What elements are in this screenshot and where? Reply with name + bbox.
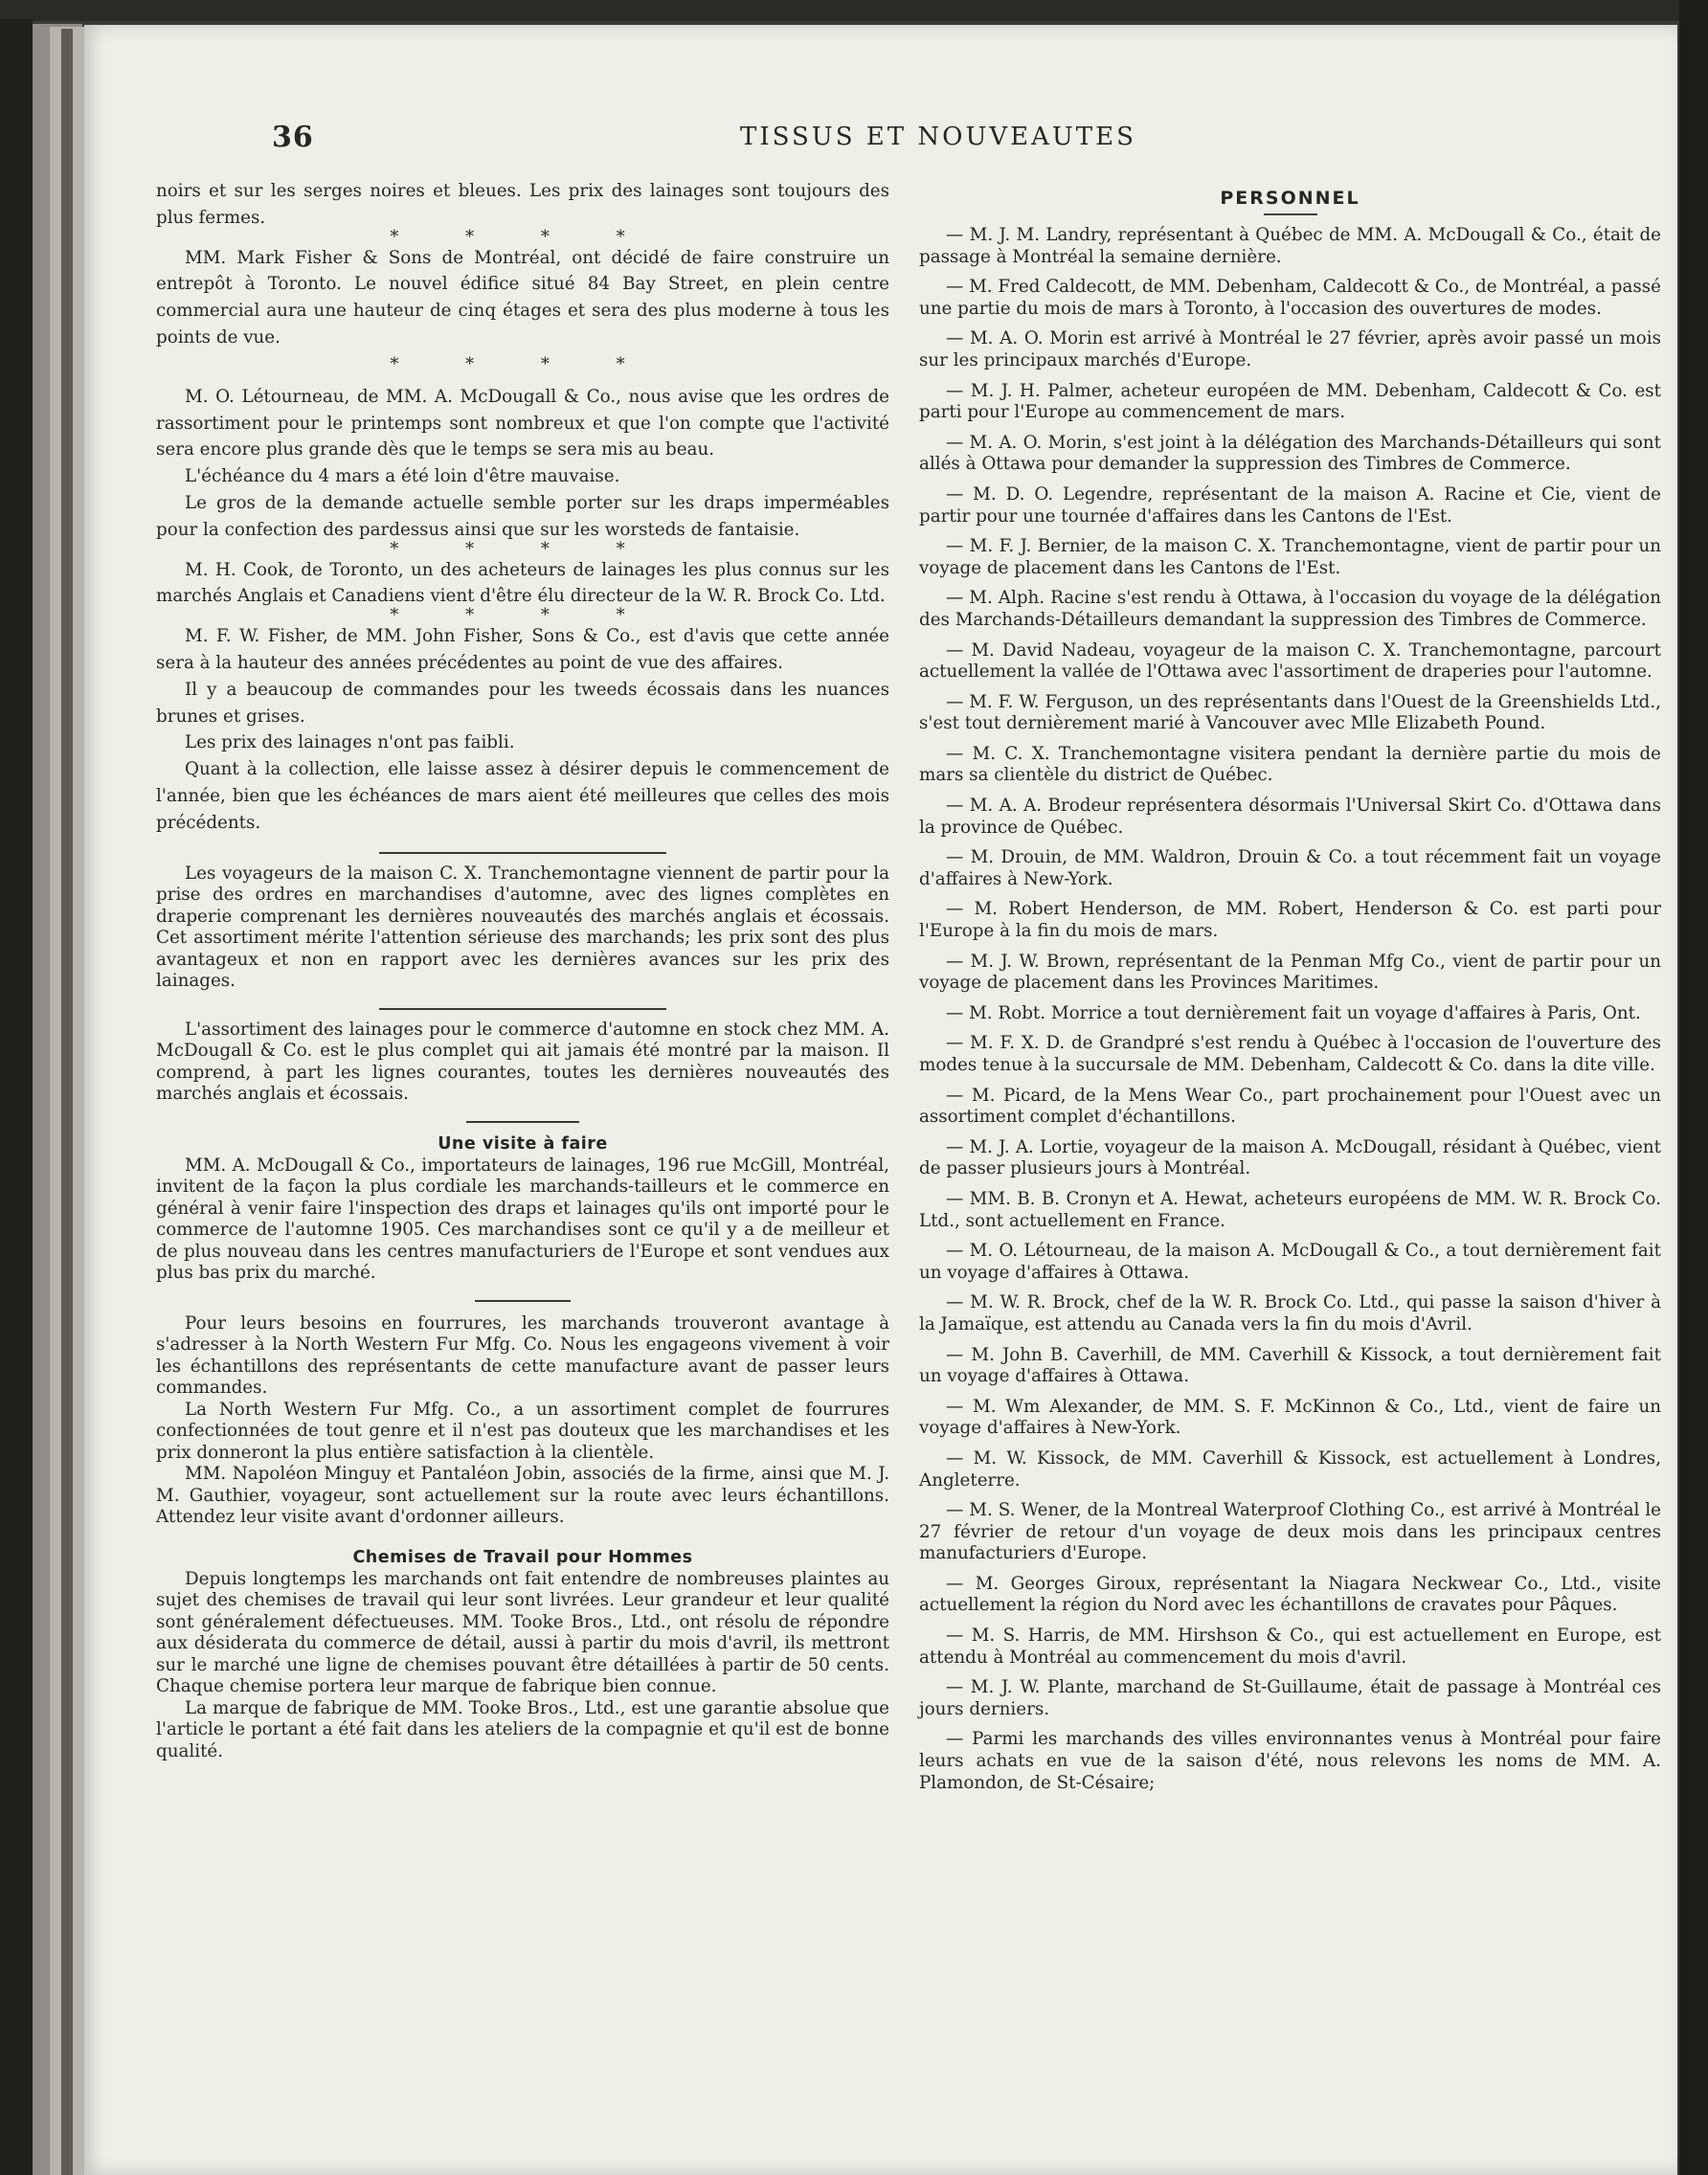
article-paragraph: La marque de fabrique de MM. Tooke Bros., Ltd., est une garantie absolue que l'article le portant a été fait dans les ateliers de la compagnie et qu'il est de bonne qualité. bbox=[156, 1697, 889, 1761]
personnel-item: — M. Picard, de la Mens Wear Co., part prochainement pour l'Ouest avec un assortiment complet d'échantillons. bbox=[919, 1085, 1661, 1128]
article-paragraph: Quant à la collection, elle laisse assez à désirer depuis le commencement de l'année, bien que les échéances de mars aient été meilleures que celles des mois précédents. bbox=[156, 759, 889, 833]
personnel-item: — M. O. Létourneau, de la maison A. McDougall & Co., a tout dernièrement fait un voyage d'affaires à Ottawa. bbox=[919, 1241, 1661, 1283]
personnel-item: — M. J. A. Lortie, voyageur de la maison A. McDougall, résidant à Québec, vient de passer plusieurs jours à Montréal. bbox=[919, 1136, 1661, 1179]
right-column-personnel bbox=[919, 183, 1661, 1803]
article-paragraph: Depuis longtemps les marchands ont fait entendre de nombreuses plaintes au sujet des chemises de travail qui leur sont livrées. Leur grandeur et leur qualité sont généralement défectueuses. MM. Tooke Bros., Ltd., ont résolu de répondre aux désiderata du commerce de détail, aussi à partir du mois d'avril, ils mettront sur le marché une ligne de chemises pouvant être détaillées à partir de 50 cents. Chaque chemise portera leur marque de fabrique bien connue. bbox=[156, 1568, 889, 1697]
article-heading: Chemises de Travail pour Hommes bbox=[352, 1547, 693, 1567]
column-rule bbox=[379, 1008, 666, 1010]
article-paragraph: Les voyageurs de la maison C. X. Tranchemontagne viennent de partir pour la prise des ordres en marchandises d'automne, avec des lignes complètes en draperie comprenant les dernières nouveautés des marchés anglais et écossais. Cet assortiment mérite l'attention sérieuse des marchands; les prix sont des plus avantageux et non en rapport avec les dernières avances sur les prix des lainages. bbox=[156, 863, 889, 992]
article-paragraph: M. O. Létourneau, de MM. A. McDougall & Co., nous avise que les ordres de rassortiment pour le printemps sont nombreux et que l'on compte que l'activité sera encore plus grande dès que le temps se sera mis au beau. bbox=[156, 386, 889, 460]
section-separator: * * * * bbox=[390, 538, 656, 559]
article-paragraph: Il y a beaucoup de commandes pour les tweeds écossais dans les nuances brunes et grises. bbox=[156, 679, 889, 727]
personnel-item: — M. A. A. Brodeur représentera désormais l'Universal Skirt Co. d'Ottawa dans la province de Québec. bbox=[919, 796, 1661, 838]
article-paragraph: La North Western Fur Mfg. Co., a un assortiment complet de fourrures confectionnées de tout genre et il n'est pas douteux que les marchandises et les prix donneront la plus entière satisfaction à la clientèle. bbox=[156, 1399, 889, 1463]
personnel-item: — M. A. O. Morin, s'est joint à la délégation des Marchands-Détailleurs qui sont allés à Ottawa pour demander la suppression des Timbres de Commerce. bbox=[919, 432, 1661, 475]
page-number: 36 bbox=[272, 121, 314, 154]
running-header bbox=[84, 121, 1677, 159]
personnel-item: — M. David Nadeau, voyageur de la maison C. X. Tranchemontagne, parcourt actuellement la vallée de l'Ottawa avec l'assortiment de draperies pour l'automne. bbox=[919, 639, 1661, 683]
article-paragraph: L'échéance du 4 mars a été loin d'être mauvaise. bbox=[185, 466, 620, 487]
column-rule bbox=[466, 1121, 579, 1123]
article-paragraph: Le gros de la demande actuelle semble porter sur les draps imperméables pour la confection des pardessus ainsi que sur les worsteds de fantaisie. bbox=[156, 492, 889, 540]
personnel-item: — MM. B. B. Cronyn et A. Hewat, acheteurs européens de MM. W. R. Brock Co. Ltd., sont actuellement en France. bbox=[919, 1188, 1661, 1231]
article-paragraph: MM. Napoléon Minguy et Pantaléon Jobin, associés de la firme, ainsi que M. J. M. Gauthier, voyageur, sont actuellement sur la route avec leurs échantillons. Attendez leur visite avant d'ordonner ailleurs. bbox=[156, 1464, 889, 1528]
section-separator: * * * * bbox=[390, 353, 656, 374]
personnel-item: — M. Alph. Racine s'est rendu à Ottawa, à l'occasion du voyage de la délégation des Marchands-Détailleurs demandant la suppression des Timbres de Commerce. bbox=[919, 588, 1661, 630]
personnel-item: — M. F. W. Ferguson, un des représentants dans l'Ouest de la Greenshields Ltd., s'est tout dernièrement marié à Vancouver avec Mlle Elizabeth Pound. bbox=[919, 691, 1661, 734]
personnel-item: — M. F. J. Bernier, de la maison C. X. Tranchemontagne, vient de partir pour un voyage de placement dans les Cantons de l'Est. bbox=[919, 536, 1661, 578]
book-spine-shadow bbox=[0, 19, 33, 2175]
article-paragraph: M. H. Cook, de Toronto, un des acheteurs de lainages les plus connus sur les marchés Anglais et Canadiens vient d'être élu directeur de la W. R. Brock Co. Ltd. bbox=[156, 559, 889, 607]
personnel-item: — M. Robert Henderson, de MM. Robert, Henderson & Co. est parti pour l'Europe à la fin du mois de mars. bbox=[919, 899, 1661, 942]
personnel-item: — M. J. W. Plante, marchand de St-Guillaume, était de passage à Montréal ces jours derniers. bbox=[919, 1677, 1661, 1719]
article-paragraph: Pour leurs besoins en fourrures, les marchands trouveront avantage à s'adresser à la North Western Fur Mfg. Co. Nous les engageons vivement à voir les échantillons des représentants de cette manufacture avant de passer leurs commandes. bbox=[156, 1312, 889, 1399]
scan-right-edge bbox=[1679, 0, 1708, 2175]
scan-top-edge bbox=[0, 0, 1708, 21]
section-separator: * * * * bbox=[390, 605, 656, 626]
personnel-item: — M. Georges Giroux, représentant la Niagara Neckwear Co., Ltd., visite actuellement la région du Nord avec les échantillons de cravates pour Pâques. bbox=[919, 1573, 1661, 1616]
personnel-item: — M. Robt. Morrice a tout dernièrement fait un voyage d'affaires à Paris, Ont. bbox=[946, 1002, 1641, 1023]
personnel-item: — M. C. X. Tranchemontagne visitera pendant la dernière partie du mois de mars sa clientèle du district de Québec. bbox=[919, 743, 1661, 786]
article-heading: Une visite à faire bbox=[438, 1133, 608, 1154]
personnel-item: — M. J. W. Brown, représentant de la Penman Mfg Co., vient de partir pour un voyage de placement dans les Provinces Maritimes. bbox=[919, 951, 1661, 994]
personnel-item: — M. J. M. Landry, représentant à Québec de MM. A. McDougall & Co., était de passage à Montréal la semaine dernière. bbox=[919, 225, 1661, 267]
personnel-list bbox=[919, 225, 1661, 1794]
binding-edge-dark bbox=[61, 29, 73, 2175]
article-paragraph: MM. Mark Fisher & Sons de Montréal, ont décidé de faire construire un entrepôt à Toronto. Le nouvel édifice situé 84 Bay Street, en plein centre commercial aura une hauteur de cinq étages et sera des plus moderne à tous les points de vue. bbox=[156, 247, 889, 348]
personnel-item: — M. D. O. Legendre, représentant de la maison A. Racine et Cie, vient de partir pour une tournée d'affaires dans les Cantons de l'Est. bbox=[919, 483, 1661, 527]
column-rule bbox=[475, 1300, 571, 1302]
left-column bbox=[156, 178, 889, 1762]
journal-title: TISSUS ET NOUVEAUTES bbox=[740, 123, 1136, 151]
section-separator: * * * * bbox=[390, 226, 656, 247]
section-heading: PERSONNEL bbox=[1220, 188, 1360, 209]
article-paragraph: Les prix des lainages n'ont pas faibli. bbox=[185, 732, 515, 753]
heading-rule bbox=[1264, 213, 1317, 215]
personnel-item: — M. John B. Caverhill, de MM. Caverhill & Kissock, a tout dernièrement fait un voyage d'affaires à Ottawa. bbox=[919, 1344, 1661, 1387]
personnel-item: — M. W. R. Brock, chef de la W. R. Brock Co. Ltd., qui passe la saison d'hiver à la Jamaïque, est attendu au Canada vers la fin du mois d'Avril. bbox=[919, 1292, 1661, 1334]
personnel-item: — M. Drouin, de MM. Waldron, Drouin & Co. a tout récemment fait un voyage d'affaires à New-York. bbox=[919, 847, 1661, 889]
article-paragraph: MM. A. McDougall & Co., importateurs de lainages, 196 rue McGill, Montréal, invitent de la façon la plus cordiale les marchands-tailleurs et le commerce en général à venir faire l'inspection des draps et lainages qu'ils ont importé pour le commerce de l'automne 1905. Ces marchandises sont ce qu'il y a de meilleur et de plus nouveau dans les centres manufacturiers de l'Europe et sont vendues aux plus bas prix du marché. bbox=[156, 1155, 889, 1284]
personnel-item: — M. S. Harris, de MM. Hirshson & Co., qui est actuellement en Europe, est attendu à Montréal au commencement du mois d'avril. bbox=[919, 1626, 1661, 1668]
article-paragraph: noirs et sur les serges noires et bleues. Les prix des lainages sont toujours des plus fermes. bbox=[156, 181, 889, 228]
personnel-item: — M. W. Kissock, de MM. Caverhill & Kissock, est actuellement à Londres, Angleterre. bbox=[919, 1447, 1661, 1491]
personnel-item: — M. J. H. Palmer, acheteur européen de MM. Debenham, Caldecott & Co. est parti pour l'Europe au commencement de mars. bbox=[919, 380, 1661, 423]
personnel-item: — M. A. O. Morin est arrivé à Montréal le 27 février, après avoir passé un mois sur les principaux marchés d'Europe. bbox=[919, 328, 1661, 370]
personnel-item: — Parmi les marchands des villes environnantes venus à Montréal pour faire leurs achats en vue de la saison d'été, nous relevons les noms de MM. A. Plamondon, de St-Césaire; bbox=[919, 1729, 1661, 1793]
newspaper-page bbox=[84, 25, 1677, 2175]
personnel-item: — M. Fred Caldecott, de MM. Debenham, Caldecott & Co., de Montréal, a passé une partie du mois de mars à Toronto, à l'occasion des ouvertures de modes. bbox=[919, 277, 1661, 319]
article-paragraph: M. F. W. Fisher, de MM. John Fisher, Sons & Co., est d'avis que cette année sera à la hauteur des années précédentes au point de vue des affaires. bbox=[156, 626, 889, 673]
article-paragraph: L'assortiment des lainages pour le commerce d'automne en stock chez MM. A. McDougall & Co. est le plus complet qui ait jamais été montré par la maison. Il comprend, à part les lignes courantes, toutes les dernières nouveautés des marchés anglais et écossais. bbox=[156, 1019, 889, 1105]
personnel-item: — M. S. Wener, de la Montreal Waterproof Clothing Co., est arrivé à Montréal le 27 février de retour d'un voyage de deux mois dans les principaux centres manufacturiers d'Europe. bbox=[919, 1500, 1661, 1564]
column-rule bbox=[379, 852, 666, 854]
personnel-item: — M. F. X. D. de Grandpré s'est rendu à Québec à l'occasion de l'ouverture des modes tenue à la succursale de MM. Debenham, Caldecott & Co. dans la dite ville. bbox=[919, 1033, 1661, 1075]
personnel-item: — M. Wm Alexander, de MM. S. F. McKinnon & Co., Ltd., vient de faire un voyage d'affaires à New-York. bbox=[919, 1396, 1661, 1439]
